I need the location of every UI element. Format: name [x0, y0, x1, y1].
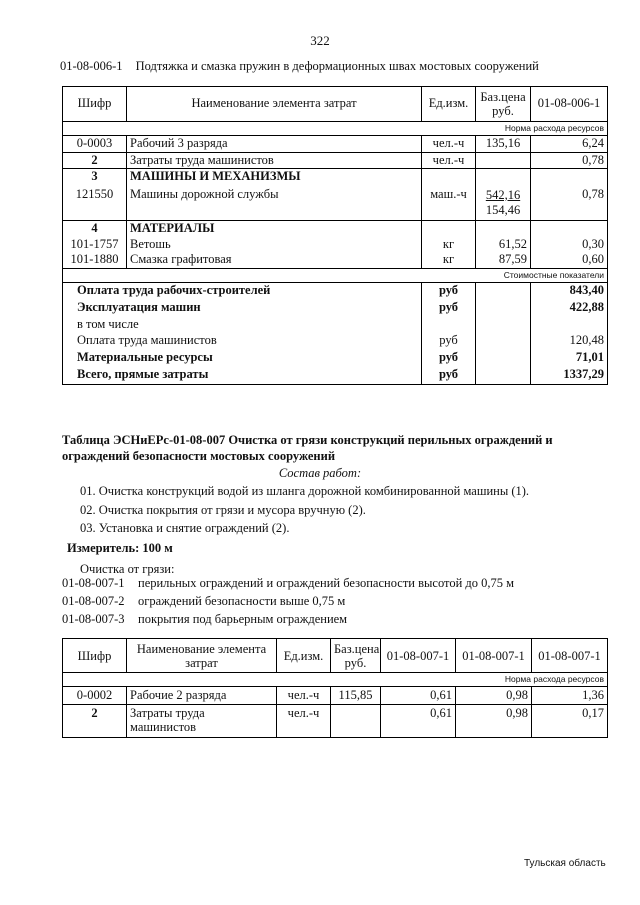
variant-item [62, 594, 345, 610]
row-unit: кг [422, 237, 476, 253]
cost-name: Материальные ресурсы [63, 350, 422, 367]
row-name: Рабочий 3 разряда [127, 136, 422, 153]
table-row [63, 220, 608, 236]
row-code: 121550 [63, 185, 127, 221]
norm-label: Норма расхода ресурсов [63, 673, 608, 687]
row-value-2: 0,98 [456, 687, 532, 705]
table-row [63, 152, 608, 169]
cost-row [63, 333, 608, 350]
header-norm: 01-08-006-1 [531, 87, 608, 122]
cost-unit: руб [422, 300, 476, 317]
row-code: 4 [63, 220, 127, 236]
section1-title [60, 59, 539, 75]
cost-unit: руб [422, 367, 476, 385]
table-row [63, 252, 608, 268]
header-price: Баз.цена руб. [331, 639, 381, 673]
header-name: Наименование элемента затрат [127, 87, 422, 122]
row-price: 115,85 [331, 687, 381, 705]
cost-value: 71,01 [531, 350, 608, 367]
table1-header-row [63, 87, 608, 122]
operation-item: 01. Очистка конструкций водой из шланга дорожной комбинированной машины (1). [80, 484, 530, 498]
row-name: Затраты труда машинистов [127, 152, 422, 169]
variant-item [62, 576, 514, 592]
row-unit: кг [422, 252, 476, 268]
cost-row [63, 282, 608, 300]
row-price [331, 705, 381, 738]
cost-value: 422,88 [531, 300, 608, 317]
header-price: Баз.цена руб. [476, 87, 531, 122]
cost-name: в том числе [63, 317, 422, 333]
footer-region: Тульская область [524, 858, 606, 869]
cost-row [63, 300, 608, 317]
table-row [63, 169, 608, 185]
cost-label: Стоимостные показатели [63, 268, 608, 282]
row-code: 2 [63, 152, 127, 169]
table1-cost-label-row [63, 268, 608, 282]
cleaning-heading: Очистка от грязи: [80, 562, 175, 576]
row-name: Ветошь [127, 237, 422, 253]
row-unit: маш.-ч [422, 185, 476, 221]
header-norm-1: 01-08-007-1 [381, 639, 456, 673]
cost-unit: руб [422, 333, 476, 350]
row-value: 0,78 [531, 152, 608, 169]
row-value: 0,30 [531, 237, 608, 253]
variant-text: покрытия под барьерным ограждением [138, 612, 348, 626]
table2-norm-label-row [63, 673, 608, 687]
row-code: 2 [63, 705, 127, 738]
variant-code: 01-08-007-1 [62, 576, 125, 590]
row-price-main: 542,16 [485, 187, 521, 202]
row-code: 0-0003 [63, 136, 127, 153]
cost-row [63, 367, 608, 385]
header-norm-3: 01-08-007-1 [532, 639, 608, 673]
operation-item: 02. Очистка покрытия от грязи и мусора вручную (2). [80, 503, 366, 517]
cost-value: 120,48 [531, 333, 608, 350]
row-code: 0-0002 [63, 687, 127, 705]
page-number: 322 [310, 33, 330, 48]
cost-name: Оплата труда машинистов [63, 333, 422, 350]
cost-unit: руб [422, 282, 476, 300]
header-code: Шифр [63, 639, 127, 673]
variant-item [62, 612, 347, 628]
variant-text: перильных ограждений и ограждений безопасности высотой до 0,75 м [138, 576, 515, 590]
operation-item: 03. Установка и снятие ограждений (2). [80, 521, 290, 535]
row-price [476, 152, 531, 169]
table-row [63, 687, 608, 705]
norm-label: Норма расхода ресурсов [63, 122, 608, 136]
section2-title: Таблица ЭСНиЕРс-01-08-007 Очистка от грязи конструкций перильных ограждений и ограждений безопасности мостовых сооружений [62, 433, 553, 463]
row-value: 0,60 [531, 252, 608, 268]
row-unit: чел.-ч [277, 687, 331, 705]
row-value-2: 0,98 [456, 705, 532, 738]
variant-text: ограждений безопасности выше 0,75 м [138, 594, 346, 608]
row-name: Рабочие 2 разряда [127, 687, 277, 705]
row-code: 101-1757 [63, 237, 127, 253]
table1-norm-label-row [63, 122, 608, 136]
variant-code: 01-08-007-2 [62, 594, 125, 608]
cost-name: Оплата труда рабочих-строителей [63, 282, 422, 300]
work-composition-heading: Состав работ: [278, 466, 362, 480]
header-norm-2: 01-08-007-1 [456, 639, 532, 673]
row-code: 3 [63, 169, 127, 185]
section1-text: Подтяжка и смазка пружин в деформационных швах мостовых сооружений [135, 59, 539, 73]
row-code: 101-1880 [63, 252, 127, 268]
cost-row [63, 350, 608, 367]
table-row [63, 237, 608, 253]
section1-code: 01-08-006-1 [60, 59, 123, 73]
row-unit: чел.-ч [422, 136, 476, 153]
row-price: 87,59 [476, 252, 531, 268]
resource-table-2 [62, 638, 608, 738]
cost-name: Всего, прямые затраты [63, 367, 422, 385]
cost-row [63, 317, 608, 333]
table-row [63, 705, 608, 738]
row-name: МАТЕРИАЛЫ [127, 220, 422, 236]
row-unit: чел.-ч [422, 152, 476, 169]
variant-code: 01-08-007-3 [62, 612, 125, 626]
row-value: 0,78 [531, 185, 608, 221]
row-name: Смазка графитовая [127, 252, 422, 268]
cost-unit: руб [422, 350, 476, 367]
row-value: 6,24 [531, 136, 608, 153]
row-price [476, 185, 531, 221]
row-value-1: 0,61 [381, 705, 456, 738]
cost-name: Эксплуатация машин [63, 300, 422, 317]
table-row [63, 136, 608, 153]
row-value-1: 0,61 [381, 687, 456, 705]
row-unit: чел.-ч [277, 705, 331, 738]
row-name: МАШИНЫ И МЕХАНИЗМЫ [127, 169, 422, 185]
cost-value: 1337,29 [531, 367, 608, 385]
measurement-unit: Измеритель: 100 м [67, 541, 173, 555]
row-price: 61,52 [476, 237, 531, 253]
row-price-secondary: 154,46 [485, 202, 521, 217]
header-unit: Ед.изм. [277, 639, 331, 673]
header-code: Шифр [63, 87, 127, 122]
table-row [63, 185, 608, 221]
header-name: Наименование элемента затрат [127, 639, 277, 673]
cost-value: 843,40 [531, 282, 608, 300]
row-value-3: 1,36 [532, 687, 608, 705]
row-value-3: 0,17 [532, 705, 608, 738]
table2-header-row [63, 639, 608, 673]
row-name: Машины дорожной службы [127, 185, 422, 221]
row-name: Затраты труда машинистов [127, 705, 277, 738]
header-unit: Ед.изм. [422, 87, 476, 122]
row-price: 135,16 [476, 136, 531, 153]
resource-table-1 [62, 86, 608, 385]
